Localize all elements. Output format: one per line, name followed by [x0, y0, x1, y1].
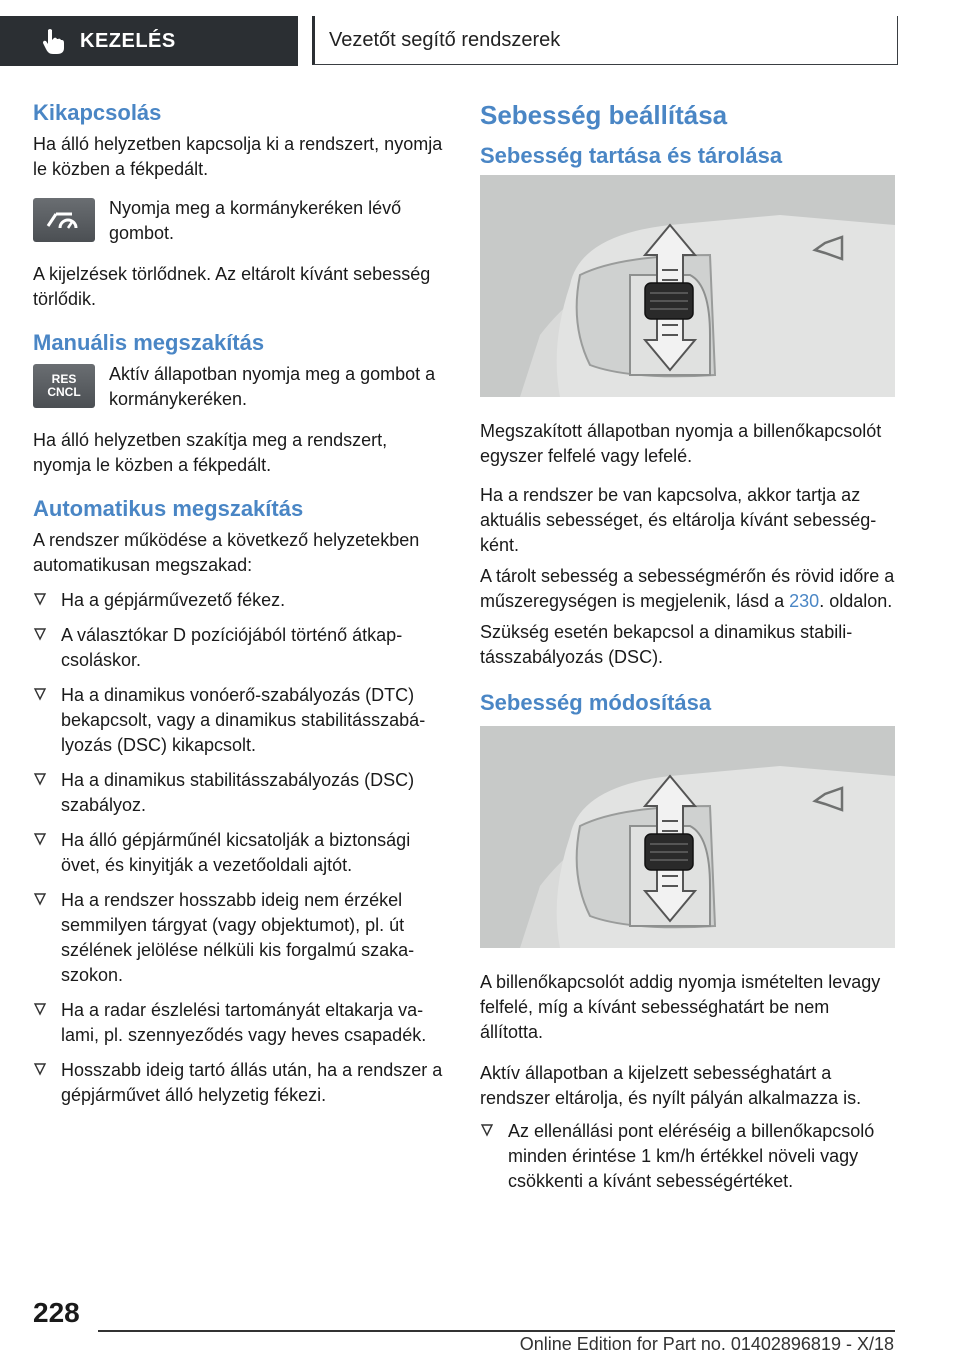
paragraph: Szükség esetén bekapcsol a dinamikus stabilitásszabályozás (DSC). [480, 622, 853, 667]
button-instruction [33, 196, 443, 246]
triangle-bullet-icon [33, 627, 47, 641]
list-item: Ha a radar észlelési tartományát eltakarja valami, pl. szennyeződés vagy heves csapadék. [33, 998, 443, 1048]
list-item: Ha a gépjárművezető fékez. [33, 588, 443, 613]
paragraph: Ha álló helyzetben szakítja meg a rendszert, nyomja le közben a fékpedált. [33, 430, 388, 475]
paragraph: Megszakított állapotban nyomja a billenőkapcsolót egyszer felfelé vagy lefelé. [480, 421, 882, 466]
triangle-bullet-icon [480, 1123, 494, 1137]
list-automatikus [33, 588, 443, 1108]
list-item: Ha a dinamikus vonóerő-szabályozás (DTC) bekapcsolt, vagy a dinamikus stabilitásszabályozás (DSC) kikapcsolt. [33, 683, 443, 758]
triangle-bullet-icon [33, 1062, 47, 1076]
steering-wheel-rocker-switch-image [480, 726, 895, 948]
paragraph: Ha álló helyzetben kapcsolja ki a rendszert, nyomja le közben a fékpedált. [33, 134, 443, 179]
res-cncl-button-icon [33, 364, 95, 408]
section-title: Vezetőt segítő rendszerek [329, 28, 561, 51]
list-item: A választókar D pozíciójából történő átkapcsoláskor. [33, 623, 443, 673]
paragraph: A rendszer működése a következő helyzetekben automatikusan megszakad: [33, 530, 420, 575]
list-item: Ha álló gépjárműnél kicsatolják a biztonsági övet, és kinyitják a vezetőoldali ajtót. [33, 828, 443, 878]
triangle-bullet-icon [33, 687, 47, 701]
paragraph: A billenőkapcsolót addig nyomja ismételten levagy felfelé, míg a kívánt sebességhatárt be nem állította. [480, 972, 881, 1042]
triangle-bullet-icon [33, 892, 47, 906]
icon-caption: Nyomja meg a kormánykeréken lévő gombot. [109, 198, 402, 243]
hand-pointer-icon [38, 26, 68, 56]
list-item: Hosszabb ideig tartó állás után, ha a rendszer a gépjárművet álló helyzetig fékezi. [33, 1058, 443, 1108]
triangle-bullet-icon [33, 772, 47, 786]
footer-divider [98, 1330, 895, 1332]
heading-kikapcsolas: Kikapcsolás [33, 100, 162, 125]
right-column [480, 100, 895, 1204]
left-column [33, 100, 443, 1118]
section-title-box [312, 16, 898, 65]
list-item: Ha a dinamikus stabilitásszabályozás (DSC) szabályoz. [33, 768, 443, 818]
list-modositasa [480, 1119, 895, 1194]
paragraph: Aktív állapotban a kijelzett sebességhatárt a rendszer eltárolja, és nyílt pályán alkalmazza is. [480, 1063, 862, 1108]
heading-manualis: Manuális megszakítás [33, 330, 265, 355]
speedometer-off-icon [44, 206, 84, 234]
paragraph: A kijelzések törlődnek. Az eltárolt kívánt sebesség törlődik. [33, 264, 431, 309]
triangle-bullet-icon [33, 592, 47, 606]
edition-footer: Online Edition for Part no. 01402896819 - X/18 [519, 1334, 894, 1354]
triangle-bullet-icon [33, 832, 47, 846]
page-reference-link[interactable]: 230 [789, 591, 820, 611]
cruise-control-off-button-icon [33, 198, 95, 242]
chapter-tab[interactable] [0, 16, 298, 66]
steering-wheel-rocker-switch-image [480, 175, 895, 397]
heading-sebesseg-beallitasa: Sebesség beállítása [480, 100, 728, 130]
paragraph: Ha a rendszer be van kapcsolva, akkor tartja az aktuális sebességet, és eltárolja kívánt sebességként. [480, 485, 877, 555]
list-item: Ha a rendszer hosszabb ideig nem érzékel semmilyen tárgyat (vagy objektumot), pl. út szélének jelölése nélküli kis forgalmú szakaszokon. [33, 888, 443, 988]
cncl-label: CNCL [47, 385, 81, 399]
page-number: 228 [33, 1297, 80, 1328]
triangle-bullet-icon [33, 1002, 47, 1016]
paragraph-with-link: A tárolt sebesség a sebességmérőn és rövid időre a műszeregységen is megjelenik, lásd a 230. oldalon. [480, 566, 895, 611]
res-label: RES [51, 372, 77, 386]
chapter-tab-label: KEZELÉS [80, 29, 176, 52]
list-item: Az ellenállási pont eléréséig a billenőkapcsoló minden érintése 1 km/h értékkel növeli vagy csökkenti a kívánt sebességértéket. [480, 1119, 895, 1194]
heading-modositasa: Sebesség módosítása [480, 690, 712, 715]
button-instruction [33, 362, 443, 412]
heading-automatikus: Automatikus megszakítás [33, 496, 304, 521]
heading-tartasa: Sebesség tartása és tárolása [480, 143, 783, 168]
icon-caption: Aktív állapotban nyomja meg a gombot a kormánykeréken. [109, 364, 436, 409]
